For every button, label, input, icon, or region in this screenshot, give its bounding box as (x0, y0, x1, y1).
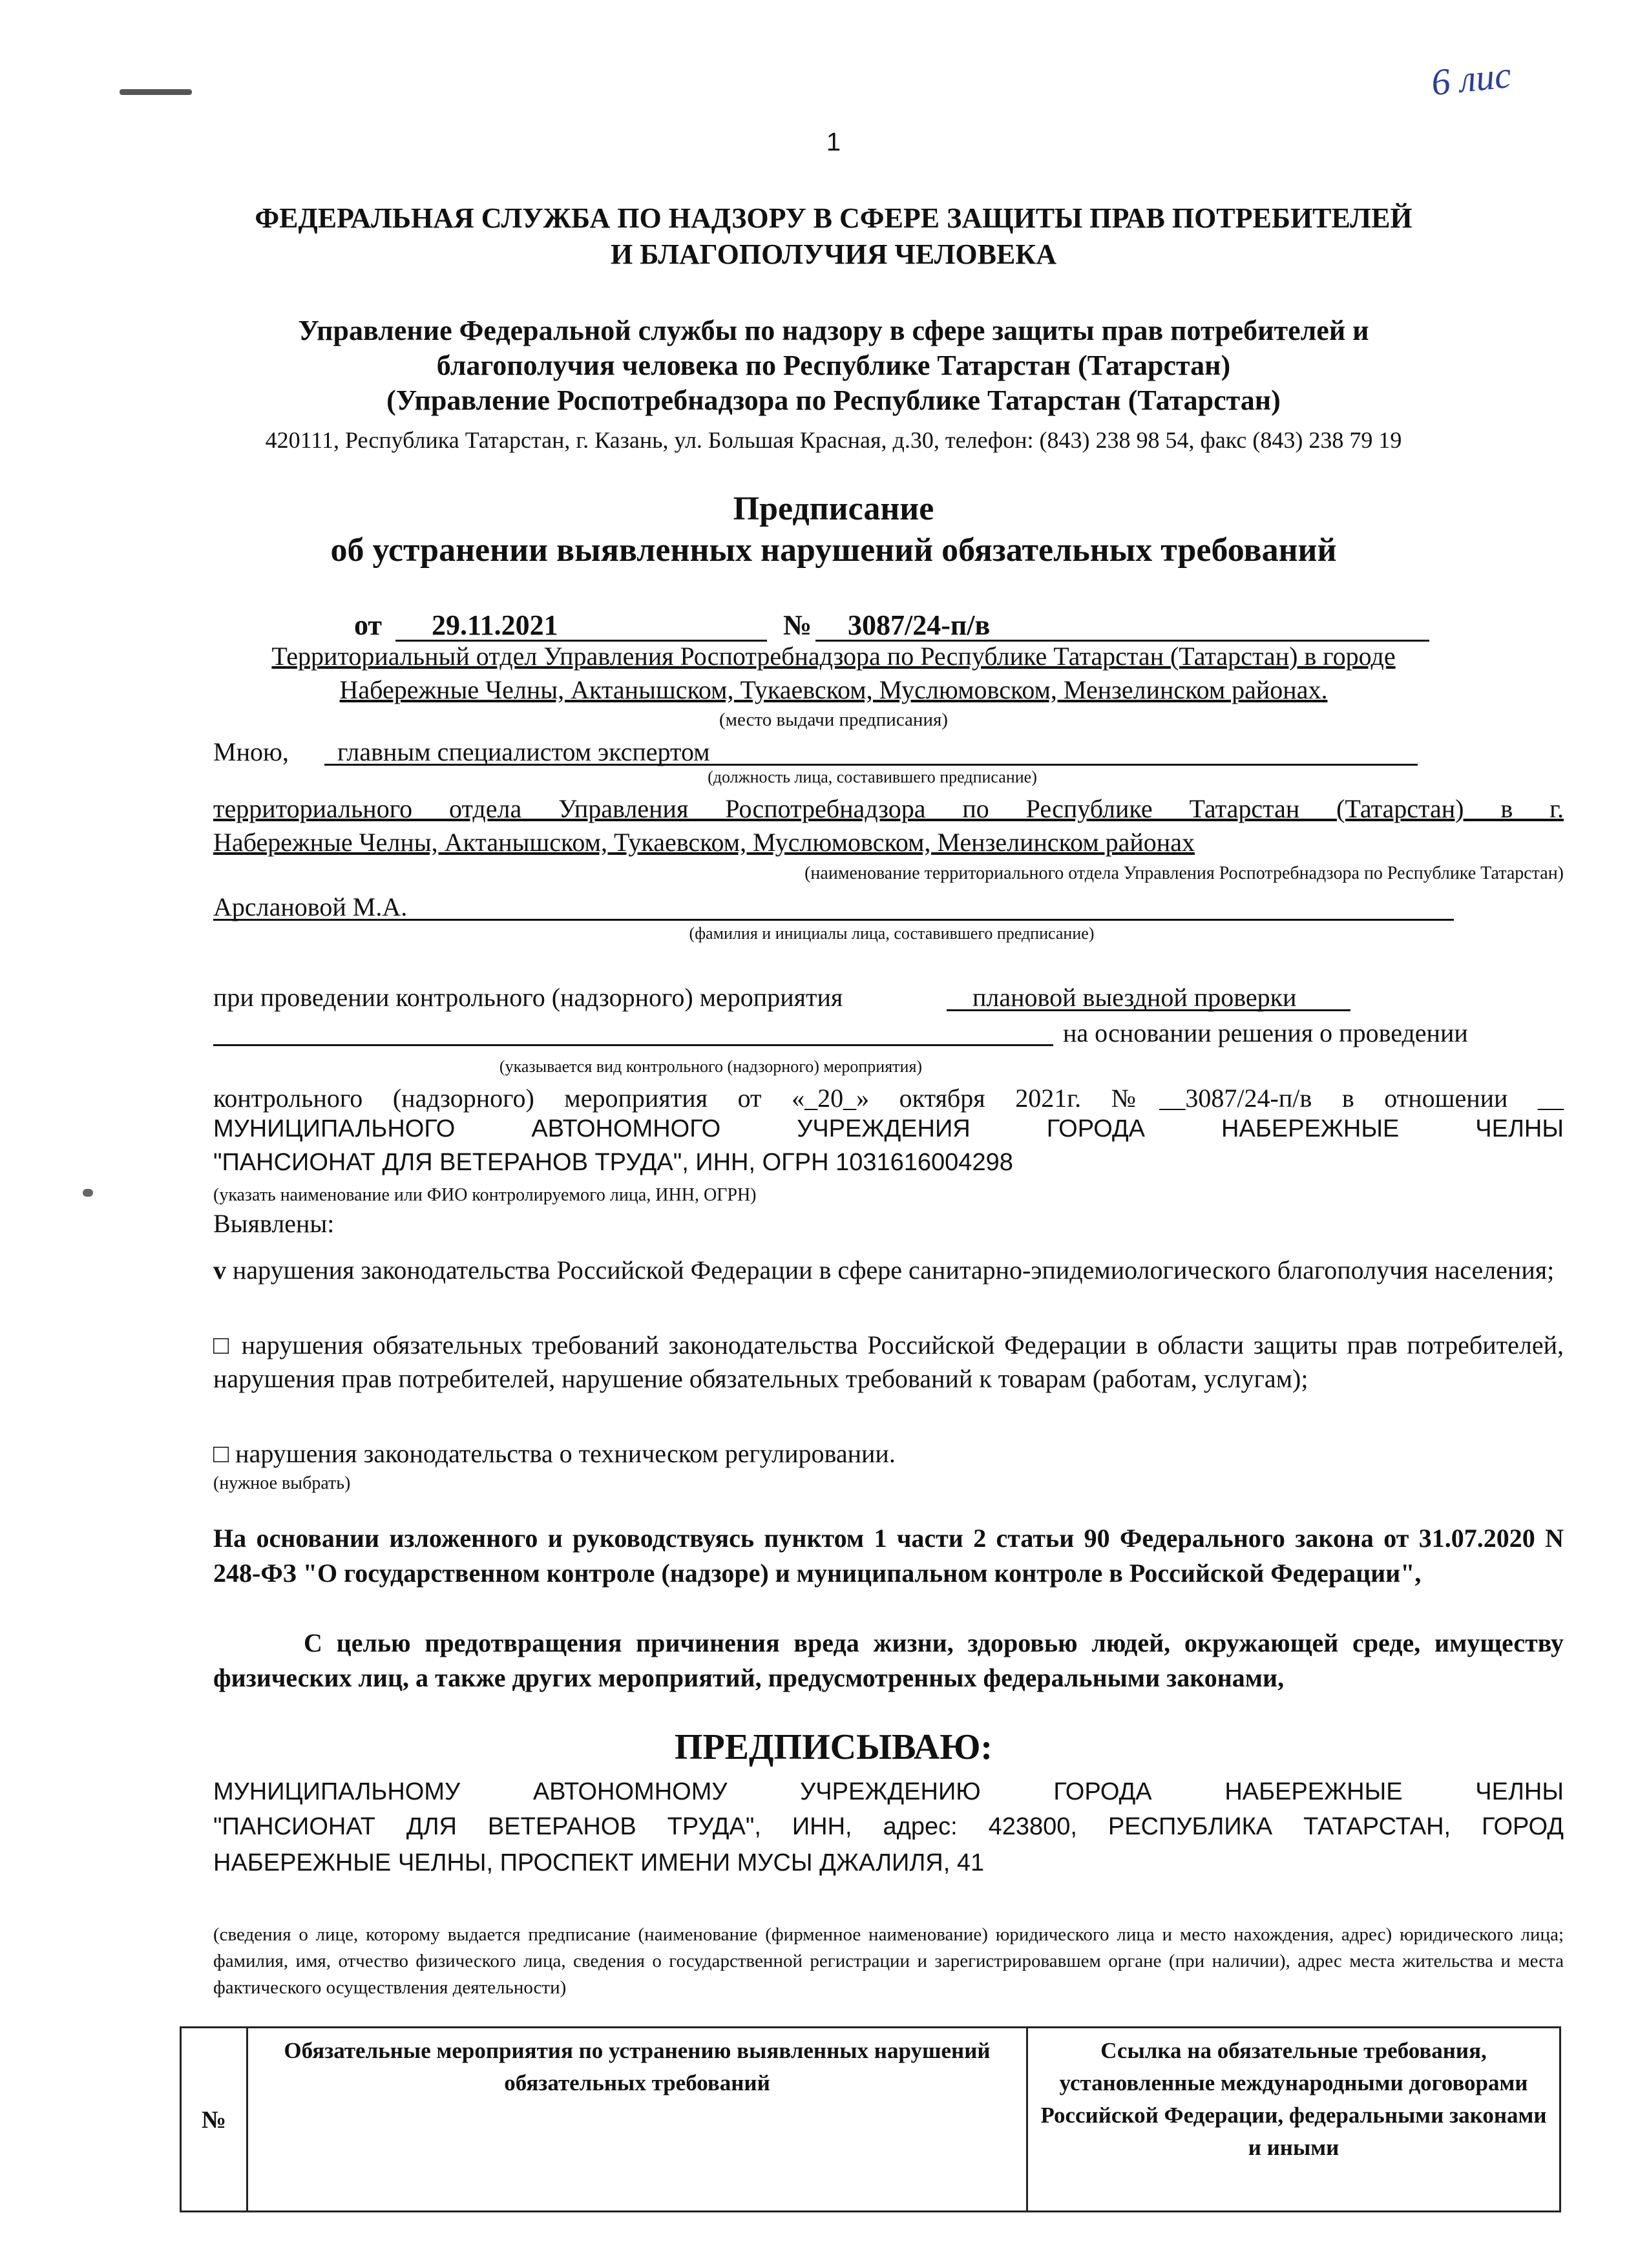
inspector-dept-caption: (наименование территориального отдела Управления Роспотребнадзора по Республике Татарстан) (804, 863, 1564, 883)
recipient-line1: МУНИЦИПАЛЬНОМУ АВТОНОМНОМУ УЧРЕЖДЕНИЮ ГОРОДА НАБЕРЕЖНЫЕ ЧЕЛНЫ (213, 1778, 1564, 1805)
findings-label: Выявлены: (213, 1209, 335, 1238)
finding-3-text: нарушения законодательства о техническом регулировании. (235, 1439, 896, 1468)
issue-place-caption: (место выдачи предписания) (719, 709, 948, 730)
purpose-text: С целью предотвращения причинения вреда жизни, здоровью людей, окружающей среде, имуществу физических лиц, а также других мероприятий, предусмотренных федеральными законами, (213, 1628, 1564, 1692)
requirements-table (180, 2026, 1561, 2212)
recipient-line2: "ПАНСИОНАТ ДЛЯ ВЕТЕРАНОВ ТРУДА", ИНН, адрес: 423800, РЕСПУБЛИКА ТАТАРСТАН, ГОРОД (213, 1813, 1564, 1840)
finding-2-checkbox: □ (213, 1330, 232, 1360)
finding-item-2 (213, 1328, 1564, 1396)
recipient-line3: НАБЕРЕЖНЫЕ ЧЕЛНЫ, ПРОСПЕКТ ИМЕНИ МУСЫ ДЖАЛИЛЯ, 41 (213, 1849, 985, 1876)
org-name-line1: МУНИЦИПАЛЬНОГО АВТОНОМНОГО УЧРЕЖДЕНИЯ ГОРОДА НАБЕРЕЖНЫЕ ЧЕЛНЫ (213, 1115, 1564, 1142)
legal-basis: На основании изложенного и руководствуясь пунктом 1 части 2 статьи 90 Федерального закона от 31.07.2020 N 248-ФЗ "О государственном контроле (надзоре) и муниципальном контроле в Российской Федерации", (213, 1524, 1564, 1588)
finding-item-1 (213, 1254, 1564, 1287)
inspector-name: Арслановой М.А. (213, 892, 408, 921)
doc-subtitle: об устранении выявленных нарушений обязательных требований (330, 532, 1337, 569)
inspector-position-caption: (должность лица, составившего предписание) (708, 768, 1037, 786)
issue-place-line2: Набережные Челны, Актанышском, Тукаевском, Муслюмовском, Мензелинском районах. (339, 675, 1328, 704)
table-header-row (181, 2028, 1560, 2212)
doc-date-label: от (354, 609, 383, 641)
page-number: 1 (826, 128, 841, 156)
inspector-name-caption: (фамилия и инициалы лица, составившего предписание) (689, 924, 1095, 943)
col-measures-header: Обязательные мероприятия по устранению выявленных нарушений обязательных требований (247, 2028, 1027, 2212)
finding-2-text: нарушения обязательных требований законодательства Российской Федерации в области защиты прав потребителей, нарушения прав потребителей, нарушение обязательных требований к товарам (работам, услугам); (213, 1330, 1564, 1393)
col-reference-header: Ссылка на обязательные требования, установленные международными договорами Российской Федерации, федеральными законами и иными (1027, 2028, 1560, 2212)
doc-number: 3087/24-п/в (848, 609, 991, 641)
org-caption: (указать наименование или ФИО контролируемого лица, ИНН, ОГРН) (213, 1185, 757, 1205)
inspector-position: главным специалистом экспертом (337, 737, 710, 766)
event-type: плановой выездной проверки (972, 983, 1297, 1012)
finding-1-text: нарушения законодательства Российской Федерации в сфере санитарно-эпидемиологического благополучия населения; (233, 1255, 1555, 1285)
event-label: при проведении контрольного (надзорного) мероприятия (213, 983, 843, 1012)
event-basis: на основании решения о проведении (1063, 1018, 1468, 1047)
finding-1-check: v (213, 1255, 226, 1285)
doc-date: 29.11.2021 (432, 609, 558, 641)
event-blank-underline (213, 1014, 1053, 1046)
agency-title-line2: И БЛАГОПОЛУЧИЯ ЧЕЛОВЕКА (611, 238, 1056, 270)
col-number-header: № (181, 2028, 247, 2212)
finding-3-checkbox: □ (213, 1439, 229, 1468)
issue-place-line1: Территориальный отдел Управления Роспотребнадзора по Республике Татарстан (Татарстан) в городе (271, 642, 1396, 671)
inspector-dept-line2: Набережные Челны, Актанышском, Тукаевском, Муслюмовском, Мензелинском районах (213, 828, 1195, 857)
dept-name-line1: Управление Федеральной службы по надзору в сфере защиты прав потребителей и (298, 315, 1369, 346)
handwritten-note: 6 лис (1429, 53, 1513, 104)
recipient-caption: (сведения о лице, которому выдается предписание (наименование (фирменное наименование) юридического лица и место нахождения, адрес) юридического лица; фамилия, имя, отчество физического лица, сведения о государственной регистрации и зарегистрировавшем органе (при наличии), адрес места жительства и места фактического осуществления деятельности) (213, 1924, 1564, 1998)
dept-name-line3: (Управление Роспотребнадзора по Республике Татарстан (Татарстан) (386, 384, 1281, 416)
doc-title: Предписание (733, 490, 934, 527)
inspector-by-label: Мною, (213, 737, 289, 766)
scan-mark (120, 89, 192, 95)
agency-title-line1: ФЕДЕРАЛЬНАЯ СЛУЖБА ПО НАДЗОРУ В СФЕРЕ ЗАЩИТЫ ПРАВ ПОТРЕБИТЕЛЕЙ (255, 202, 1413, 234)
org-name-line2: "ПАНСИОНАТ ДЛЯ ВЕТЕРАНОВ ТРУДА", ИНН, ОГРН 1031616004298 (213, 1149, 1013, 1176)
dept-name-line2: благополучия человека по Республике Татарстан (Татарстан) (436, 350, 1231, 381)
findings-caption: (нужное выбрать) (213, 1473, 351, 1493)
event-decision: контрольного (надзорного) мероприятия от «_20_» октября 2021г. №__3087/24-п/в в отношении __ (213, 1084, 1564, 1113)
order-heading: ПРЕДПИСЫВАЮ: (674, 1727, 993, 1767)
inspector-dept-line1: территориального отдела Управления Роспотребнадзора по Республике Татарстан (Татарстан) в г. (213, 794, 1564, 823)
finding-item-3 (213, 1437, 1564, 1471)
event-type-caption: (указывается вид контрольного (надзорного) мероприятия) (499, 1057, 923, 1076)
scan-dot (83, 1189, 93, 1197)
doc-number-label: № (783, 609, 812, 641)
dept-address: 420111, Республика Татарстан, г. Казань, ул. Большая Красная, д.30, телефон: (843) 238 98 54, факс (843) 238 79 19 (265, 427, 1402, 453)
